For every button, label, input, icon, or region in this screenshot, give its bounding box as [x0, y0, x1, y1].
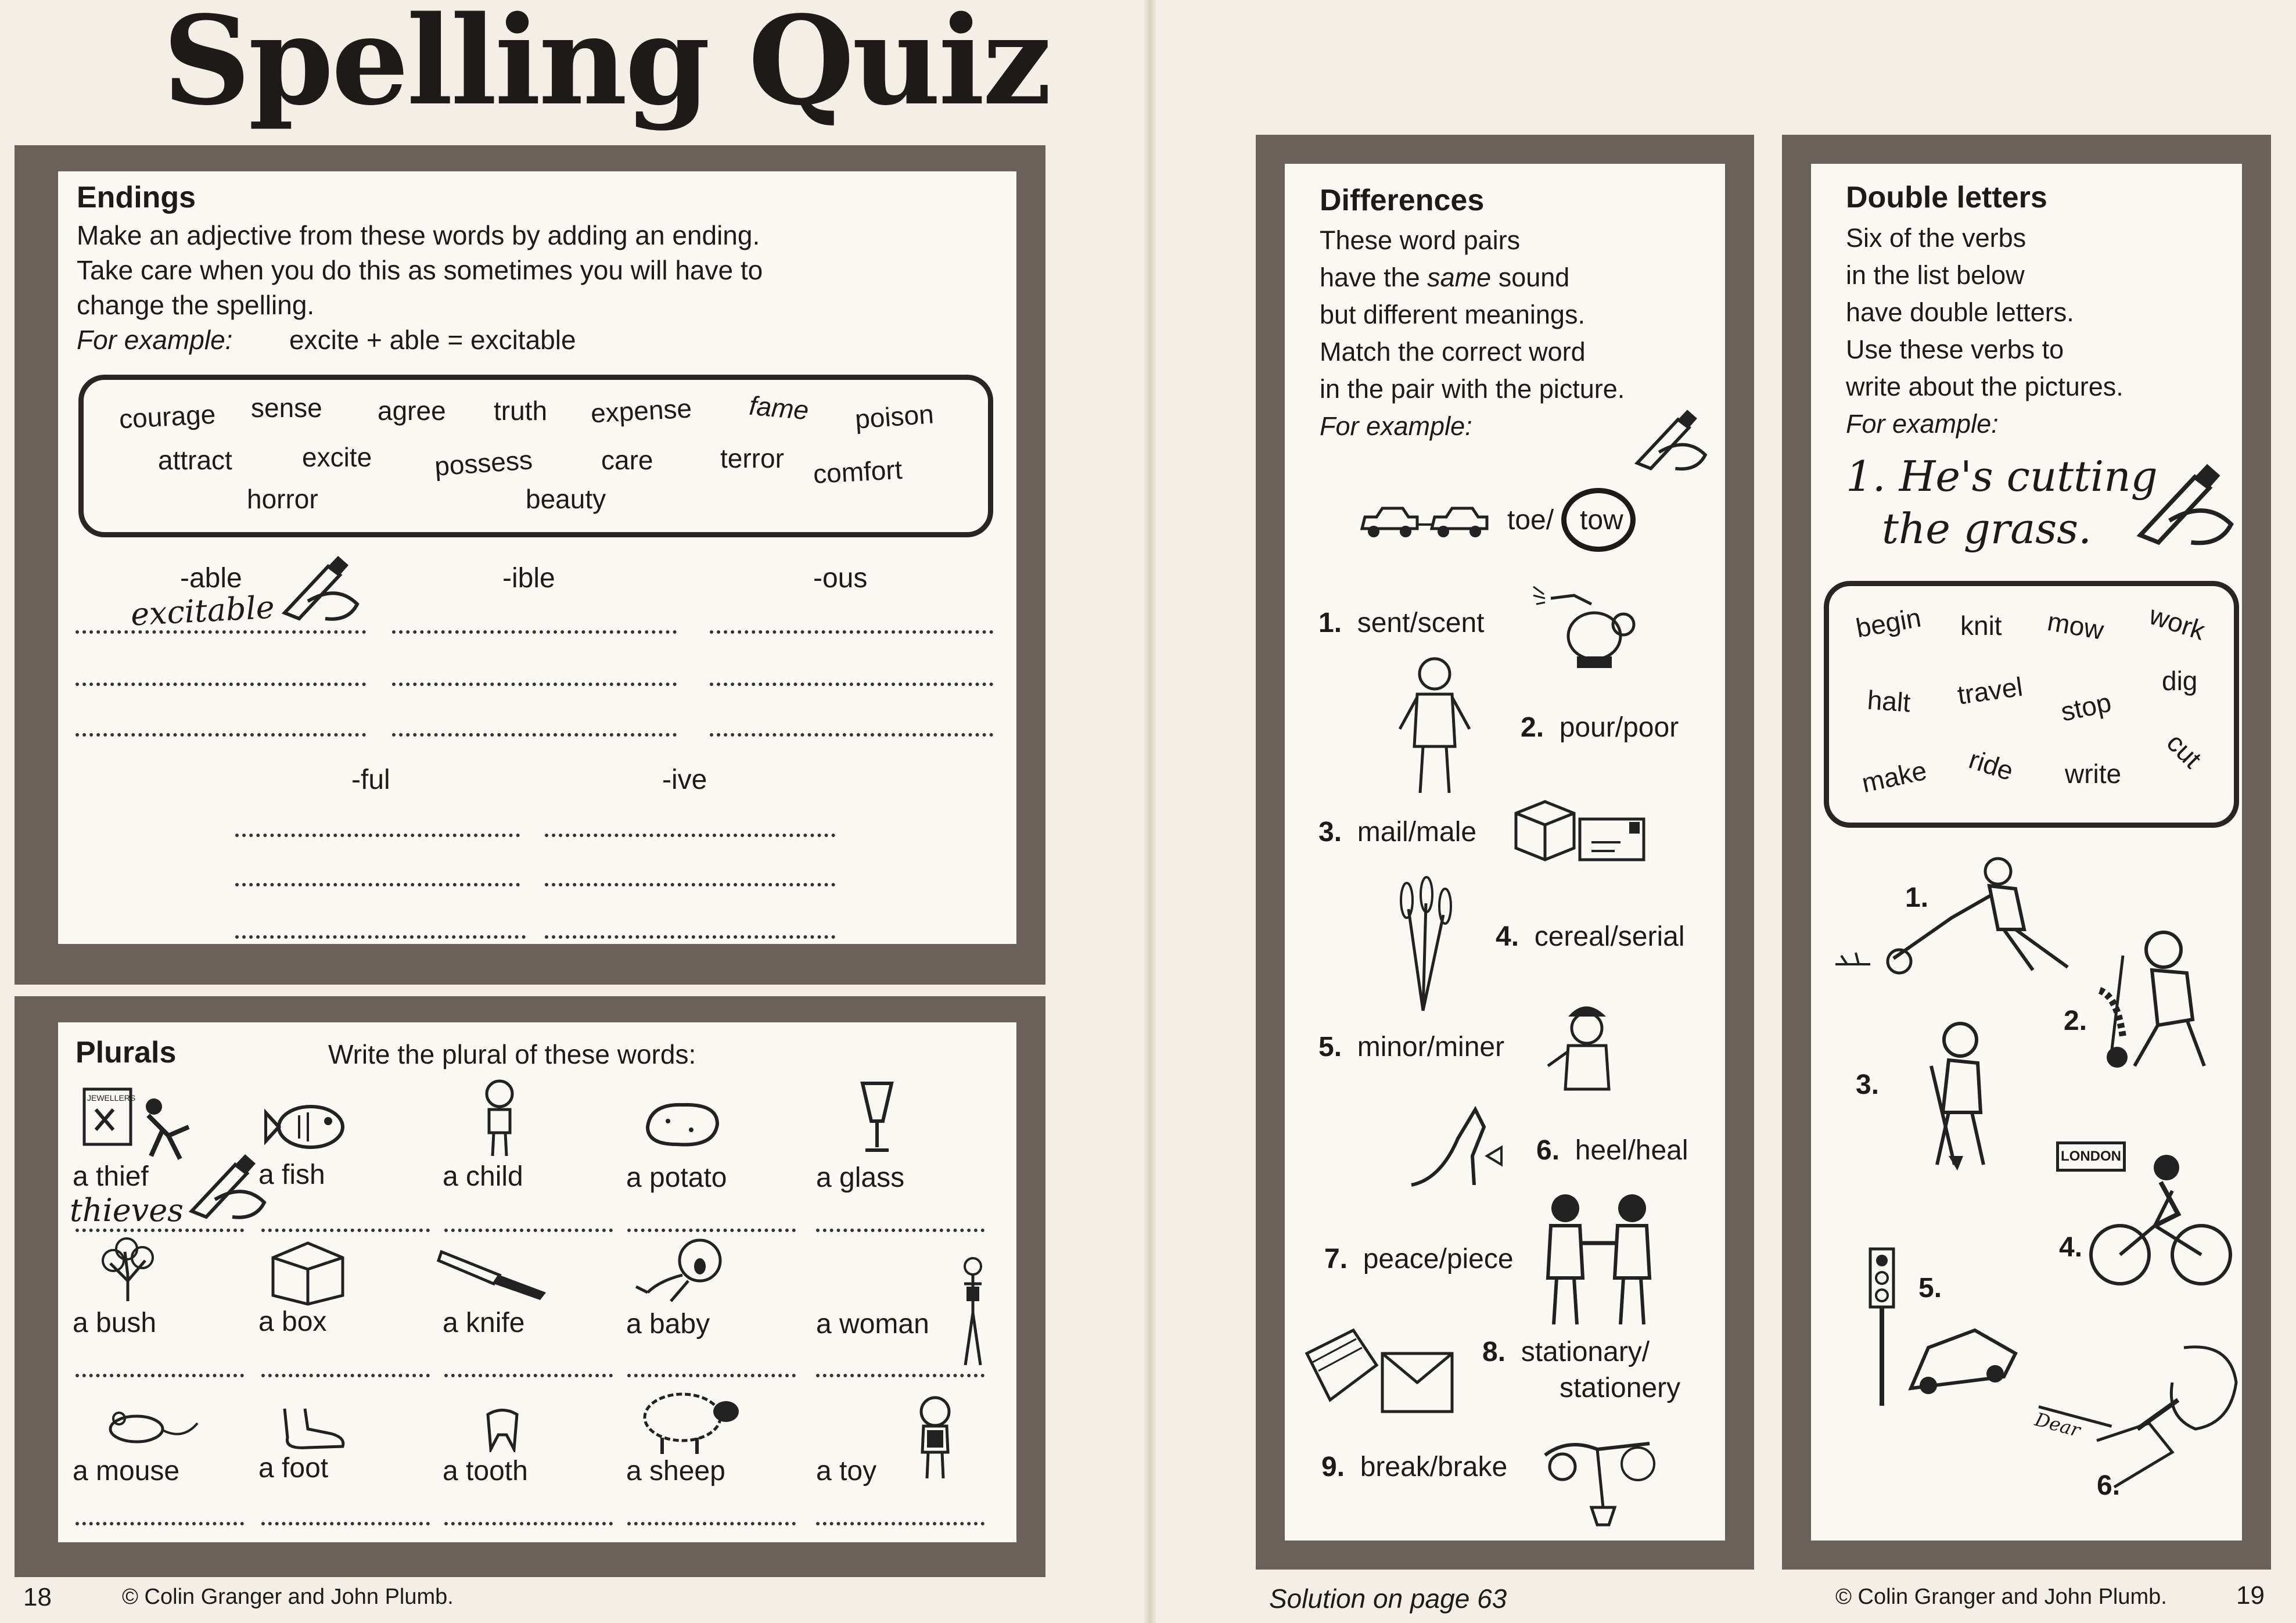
picture-number-6: 6.: [2097, 1470, 2121, 1501]
man-knitting-icon: [2088, 921, 2233, 1072]
plural-item-potato: a potato: [626, 1162, 727, 1193]
plural-item-glass: a glass: [816, 1162, 905, 1193]
pair-1: 1. sent/scent: [1318, 608, 1485, 638]
plural-item-toy: a toy: [816, 1456, 877, 1486]
plural-answer-line-baby[interactable]: [627, 1374, 796, 1377]
foot-icon: [273, 1406, 348, 1452]
answer-line-ible-1[interactable]: [392, 630, 677, 634]
pencil-hand-icon: [273, 549, 366, 624]
plural-answer-line-thief[interactable]: [76, 1229, 244, 1232]
plural-item-foot: a foot: [258, 1453, 329, 1484]
word-care: care: [601, 445, 653, 475]
verb-work: work: [2146, 599, 2209, 646]
differences-heading: Differences: [1320, 184, 1485, 217]
picture-number-1: 1.: [1905, 882, 1929, 913]
column-ous: -ous: [813, 563, 868, 594]
word-excite: excite: [302, 442, 372, 472]
pair-5: 5. minor/miner: [1318, 1032, 1505, 1062]
differences-intro-3: but different meanings.: [1320, 300, 1585, 329]
plural-item-thief: a thief: [73, 1161, 149, 1192]
picture-number-5: 5.: [1918, 1273, 1942, 1304]
answer-line-ive-1[interactable]: [545, 834, 835, 837]
word-courage: courage: [118, 398, 217, 435]
plural-answer-line-tooth[interactable]: [444, 1522, 613, 1525]
dear-letter: Dear: [2029, 1405, 2112, 1461]
woman-icon: [953, 1255, 993, 1371]
word-truth: truth: [494, 396, 548, 426]
word-comfort: comfort: [812, 454, 903, 489]
answer-line-ive-3[interactable]: [545, 935, 835, 939]
word-attract: attract: [158, 445, 232, 475]
example-toe: toe/: [1507, 505, 1554, 536]
poor-man-icon: [1391, 653, 1475, 799]
answer-line-ous-2[interactable]: [710, 683, 993, 686]
plural-answer-line-box[interactable]: [261, 1374, 430, 1377]
differences-example-label: For example:: [1320, 411, 1472, 441]
plural-item-fish: a fish: [258, 1159, 325, 1190]
glass-icon: [854, 1078, 900, 1159]
pair-9: 9. break/brake: [1321, 1452, 1508, 1482]
sample-answer-thieves: thieves: [70, 1192, 184, 1229]
differences-intro-4: Match the correct word: [1320, 337, 1586, 367]
man-mowing-icon: [1824, 848, 2085, 982]
verb-mow: mow: [2045, 605, 2106, 646]
answer-line-ous-1[interactable]: [710, 630, 993, 634]
picture-number-4: 4.: [2059, 1232, 2083, 1263]
left-page-number: 18: [23, 1583, 52, 1611]
box-icon: [267, 1237, 348, 1307]
word-sense: sense: [251, 393, 322, 423]
answer-line-able-1[interactable]: [76, 630, 366, 634]
perfume-spray-icon: [1528, 572, 1638, 671]
answer-line-ful-1[interactable]: [235, 834, 520, 837]
plural-answer-line-knife[interactable]: [444, 1374, 613, 1377]
endings-example-label: For example:: [77, 325, 233, 355]
plural-item-sheep: a sheep: [626, 1456, 725, 1486]
answer-line-ous-3[interactable]: [710, 733, 993, 737]
column-ful: -ful: [351, 764, 390, 795]
verb-dig: dig: [2162, 666, 2198, 696]
word-agree: agree: [378, 396, 446, 426]
sample-answer-excitable: excitable: [130, 588, 276, 633]
double-letters-heading: Double letters: [1846, 181, 2047, 214]
traffic-light-car-icon: [1859, 1243, 2027, 1412]
right-page-number: 19: [2236, 1581, 2265, 1610]
pencil-hand-icon-3: [1626, 401, 1713, 476]
pencil-hand-icon-4: [2126, 453, 2242, 552]
double-letters-example-line2: the grass.: [1882, 504, 2092, 553]
verb-cut: cut: [2161, 727, 2208, 774]
wheat-icon: [1382, 874, 1464, 1014]
picture-number-2: 2.: [2064, 1006, 2087, 1036]
man-digging-icon: [1896, 1008, 2013, 1170]
pair-8: 8. stationary/: [1482, 1337, 1650, 1367]
plural-item-box: a box: [258, 1306, 327, 1337]
verb-travel: travel: [1955, 671, 2025, 710]
double-letters-intro-4: Use these verbs to: [1846, 335, 2064, 364]
plural-item-baby: a baby: [626, 1309, 710, 1340]
word-possess: possess: [433, 444, 534, 482]
knife-icon: [436, 1243, 552, 1301]
potato-icon: [642, 1098, 723, 1150]
pair-7: 7. peace/piece: [1324, 1244, 1514, 1274]
left-copyright: © Colin Granger and John Plumb.: [122, 1585, 454, 1609]
pair-3: 3. mail/male: [1318, 817, 1477, 848]
word-poison: poison: [854, 398, 935, 435]
toy-icon: [906, 1394, 964, 1481]
endings-example: excite + able = excitable: [289, 325, 576, 355]
plural-item-knife: a knife: [443, 1308, 525, 1338]
double-letters-example-label: For example:: [1846, 409, 1999, 439]
plural-answer-line-potato[interactable]: [627, 1229, 796, 1232]
page-title: Spelling Quiz: [163, 0, 1050, 132]
differences-intro-2: have the same sound: [1320, 263, 1570, 292]
differences-intro-5: in the pair with the picture.: [1320, 374, 1625, 404]
word-terror: terror: [720, 443, 784, 473]
bush-icon: [93, 1234, 163, 1304]
fish-icon: [264, 1098, 351, 1156]
high-heel-icon: [1406, 1104, 1504, 1191]
verb-make: make: [1859, 755, 1929, 799]
plurals-instruction: Write the plural of these words:: [328, 1039, 696, 1069]
column-ive: -ive: [662, 764, 707, 795]
verb-halt: halt: [1866, 684, 1911, 718]
plural-answer-line-fish[interactable]: [261, 1229, 430, 1232]
plural-answer-line-woman[interactable]: [816, 1374, 984, 1377]
plural-answer-line-sheep[interactable]: [627, 1522, 796, 1525]
sheep-icon: [639, 1385, 743, 1455]
column-able: -able: [180, 563, 242, 594]
column-ible: -ible: [502, 563, 555, 594]
bike-brake-icon: [1533, 1432, 1661, 1531]
verb-ride: ride: [1965, 744, 2017, 787]
plural-item-child: a child: [443, 1161, 523, 1192]
picture-number-3: 3.: [1856, 1069, 1880, 1100]
differences-intro-1: These word pairs: [1320, 225, 1521, 255]
handshake-men-icon: [1533, 1179, 1664, 1330]
book-spine: [1144, 0, 1156, 1623]
london-sign: LONDON: [2056, 1141, 2126, 1172]
pair-6: 6. heel/heal: [1536, 1135, 1688, 1166]
cyclist-icon: [2079, 1144, 2236, 1290]
cars-towing-icon: [1359, 497, 1490, 543]
plural-item-mouse: a mouse: [73, 1456, 180, 1486]
answer-line-ive-2[interactable]: [545, 883, 835, 886]
plural-item-woman: a woman: [816, 1309, 929, 1340]
double-letters-intro-3: have double letters.: [1846, 297, 2074, 327]
verb-begin: begin: [1853, 602, 1924, 644]
word-beauty: beauty: [526, 484, 606, 514]
endings-instruction-3: change the spelling.: [77, 290, 315, 320]
plural-item-tooth: a tooth: [443, 1456, 528, 1486]
answer-line-ful-2[interactable]: [235, 883, 520, 886]
double-letters-intro-2: in the list below: [1846, 260, 2025, 290]
plural-answer-line-toy[interactable]: [816, 1522, 984, 1525]
example-tow: tow: [1580, 505, 1623, 536]
pair-4: 4. cereal/serial: [1496, 921, 1685, 952]
word-horror: horror: [247, 484, 318, 514]
plural-answer-line-bush[interactable]: [76, 1374, 244, 1377]
plural-answer-line-mouse[interactable]: [76, 1522, 244, 1525]
answer-line-able-2[interactable]: [76, 683, 366, 686]
double-letters-intro-1: Six of the verbs: [1846, 223, 2026, 253]
plural-answer-line-child[interactable]: [444, 1229, 613, 1232]
answer-line-ible-2[interactable]: [392, 683, 677, 686]
plural-item-bush: a bush: [73, 1308, 157, 1338]
word-fame: fame: [748, 390, 810, 426]
plurals-heading: Plurals: [76, 1036, 177, 1069]
pair-2: 2. pour/poor: [1521, 712, 1679, 743]
answer-line-able-3[interactable]: [76, 733, 366, 737]
answer-line-ible-3[interactable]: [392, 733, 677, 737]
endings-instruction-1: Make an adjective from these words by adding an ending.: [77, 220, 760, 250]
child-icon: [476, 1078, 523, 1159]
paper-envelope-icon: [1301, 1319, 1458, 1423]
verb-write: write: [2065, 759, 2122, 789]
right-copyright: © Colin Granger and John Plumb.: [1835, 1585, 2167, 1609]
mouse-icon: [102, 1406, 200, 1446]
miner-icon: [1545, 996, 1629, 1095]
double-letters-example-line1: 1. He's cutting: [1846, 452, 2158, 501]
double-letters-intro-5: write about the pictures.: [1846, 372, 2123, 401]
solution-note: Solution on page 63: [1269, 1583, 1507, 1614]
verb-stop: stop: [2058, 687, 2114, 727]
pencil-hand-icon-2: [180, 1147, 273, 1223]
jewellers-sign-text: JEWELLERS: [87, 1093, 136, 1103]
pair-8-line2: stationery: [1560, 1373, 1681, 1403]
verb-knit: knit: [1960, 611, 2002, 641]
parcel-letter-icon: [1510, 796, 1650, 866]
endings-instruction-2: Take care when you do this as sometimes you will have to: [77, 255, 763, 285]
word-expense: expense: [590, 393, 693, 429]
endings-heading: Endings: [77, 181, 196, 214]
plural-answer-line-foot[interactable]: [261, 1522, 430, 1525]
plural-answer-line-glass[interactable]: [816, 1229, 984, 1232]
baby-icon: [630, 1234, 729, 1304]
tooth-icon: [482, 1406, 523, 1452]
answer-line-ful-3[interactable]: [235, 935, 526, 939]
